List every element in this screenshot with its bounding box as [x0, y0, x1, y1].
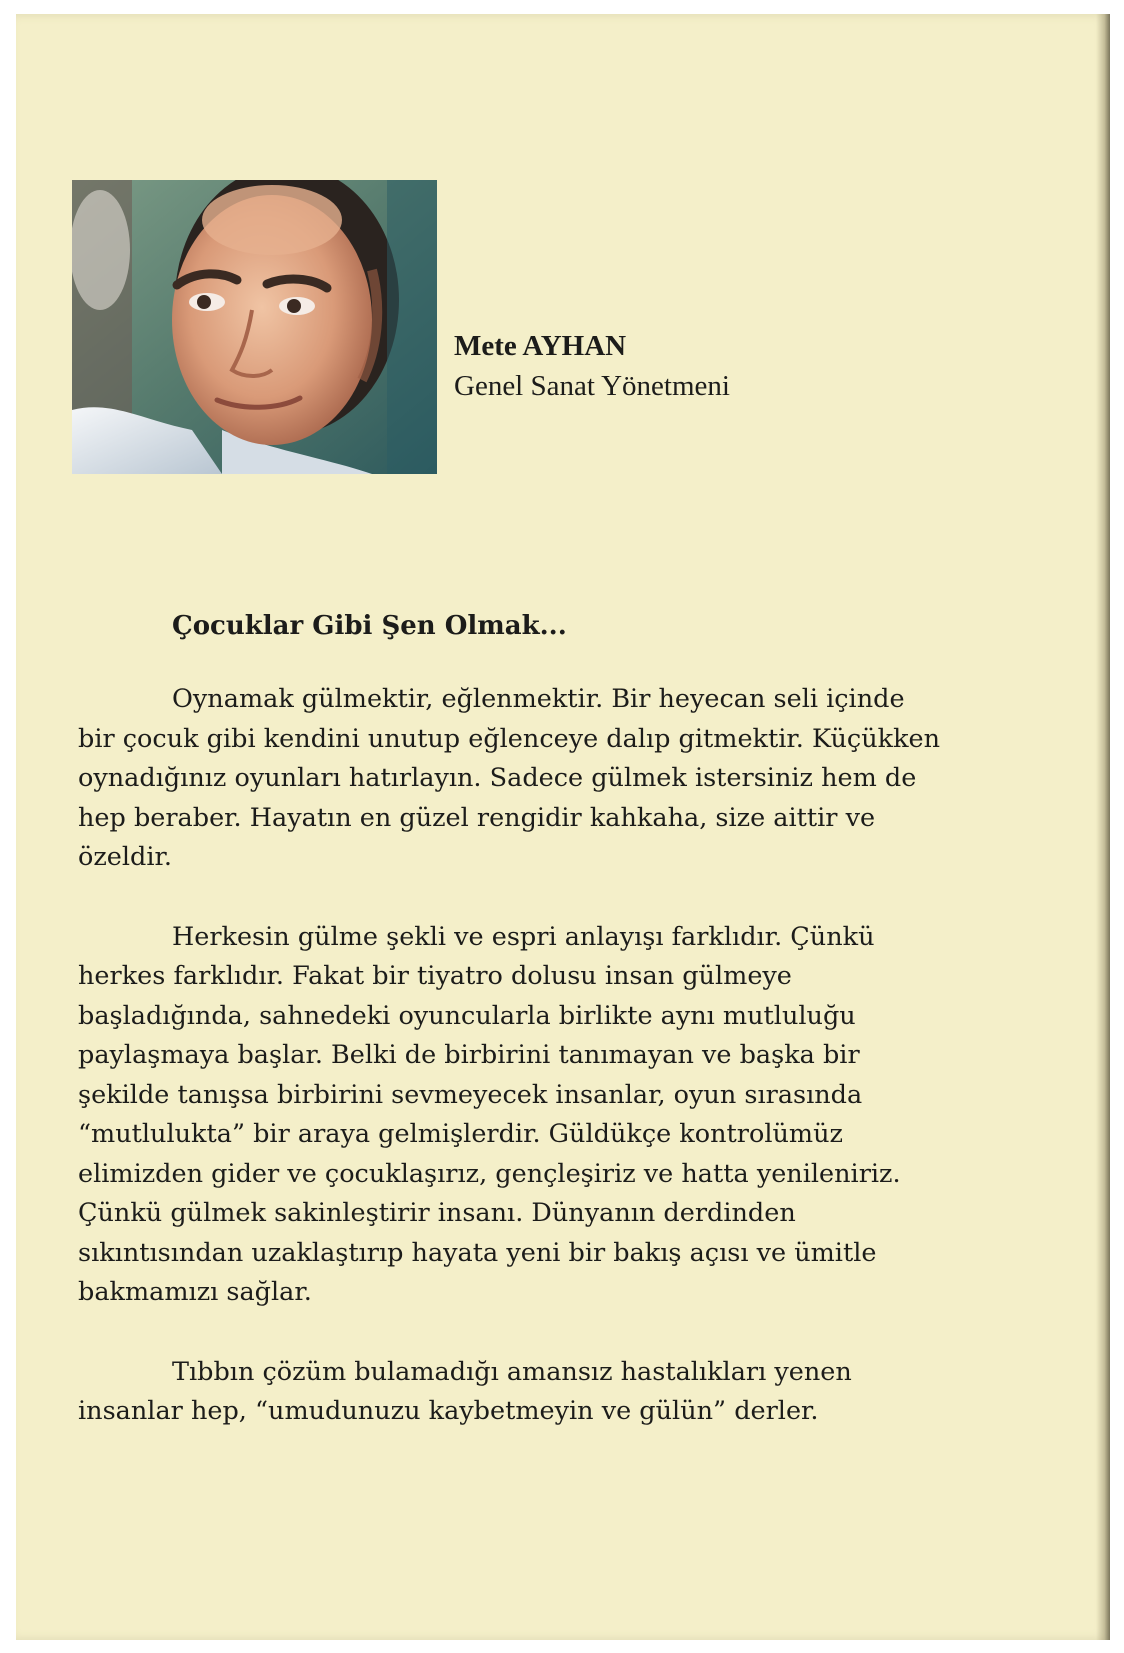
article-title: Çocuklar Gibi Şen Olmak...	[172, 611, 567, 641]
paragraph-line: insanlar hep, “umudunuzu kaybetmeyin ve gülün” derler.	[78, 1396, 819, 1426]
author-role: Genel Sanat Yönetmeni	[454, 370, 730, 402]
paragraph-line: Oynamak gülmektir, eğlenmektir. Bir heyecan seli içinde	[172, 684, 905, 714]
paragraph-line: şekilde tanışsa birbirini sevmeyecek insanlar, oyun sırasında	[78, 1079, 863, 1110]
paragraph-line: “mutlulukta” bir araya gelmişlerdir. Güldükçe kontrolümüz	[78, 1119, 843, 1149]
paragraph-2	[78, 918, 1048, 1313]
paragraph-line: bakmamızı sağlar.	[78, 1277, 312, 1307]
paragraph-line: bir çocuk gibi kendini unutup eğlenceye dalıp gitmektir. Küçükken	[78, 723, 941, 754]
paragraph-line: sıkıntısından uzaklaştırıp hayata yeni bir bakış açısı ve ümitle	[78, 1237, 877, 1268]
paragraph-line: oynadığınız oyunları hatırlayın. Sadece gülmek istersiniz hem de	[78, 763, 917, 793]
document-page	[16, 14, 1110, 1640]
paragraph-line: Herkesin gülme şekli ve espri anlayışı farklıdır. Çünkü	[172, 921, 875, 952]
paragraph-line: paylaşmaya başlar. Belki de birbirini tanımayan ve başka bir	[78, 1040, 860, 1070]
paragraph-1	[78, 680, 1048, 878]
paragraph-line: herkes farklıdır. Fakat bir tiyatro dolusu insan gülmeye	[78, 961, 792, 991]
paragraph-3	[78, 1353, 1048, 1432]
paragraph-line: başladığında, sahnedeki oyuncularla birlikte aynı mutluluğu	[78, 1000, 856, 1031]
author-block	[454, 326, 730, 406]
paragraph-line: elimizden gider ve çocuklaşırız, gençleşiriz ve hatta yenileniriz.	[78, 1158, 901, 1189]
page-binding-edge	[1096, 14, 1110, 1640]
article-body	[78, 606, 1048, 1472]
paragraph-line: Tıbbın çözüm bulamadığı amansız hastalıkları yenen	[172, 1356, 852, 1387]
paragraph-line: Çünkü gülmek sakinleştirir insanı. Dünyanın derdinden	[78, 1198, 796, 1228]
author-name: Mete AYHAN	[454, 330, 627, 362]
author-portrait-photo	[72, 180, 437, 474]
portrait-illustration	[72, 180, 437, 474]
paragraph-line: özeldir.	[78, 842, 173, 872]
paragraph-line: hep beraber. Hayatın en güzel rengidir kahkaha, size aittir ve	[78, 802, 876, 833]
